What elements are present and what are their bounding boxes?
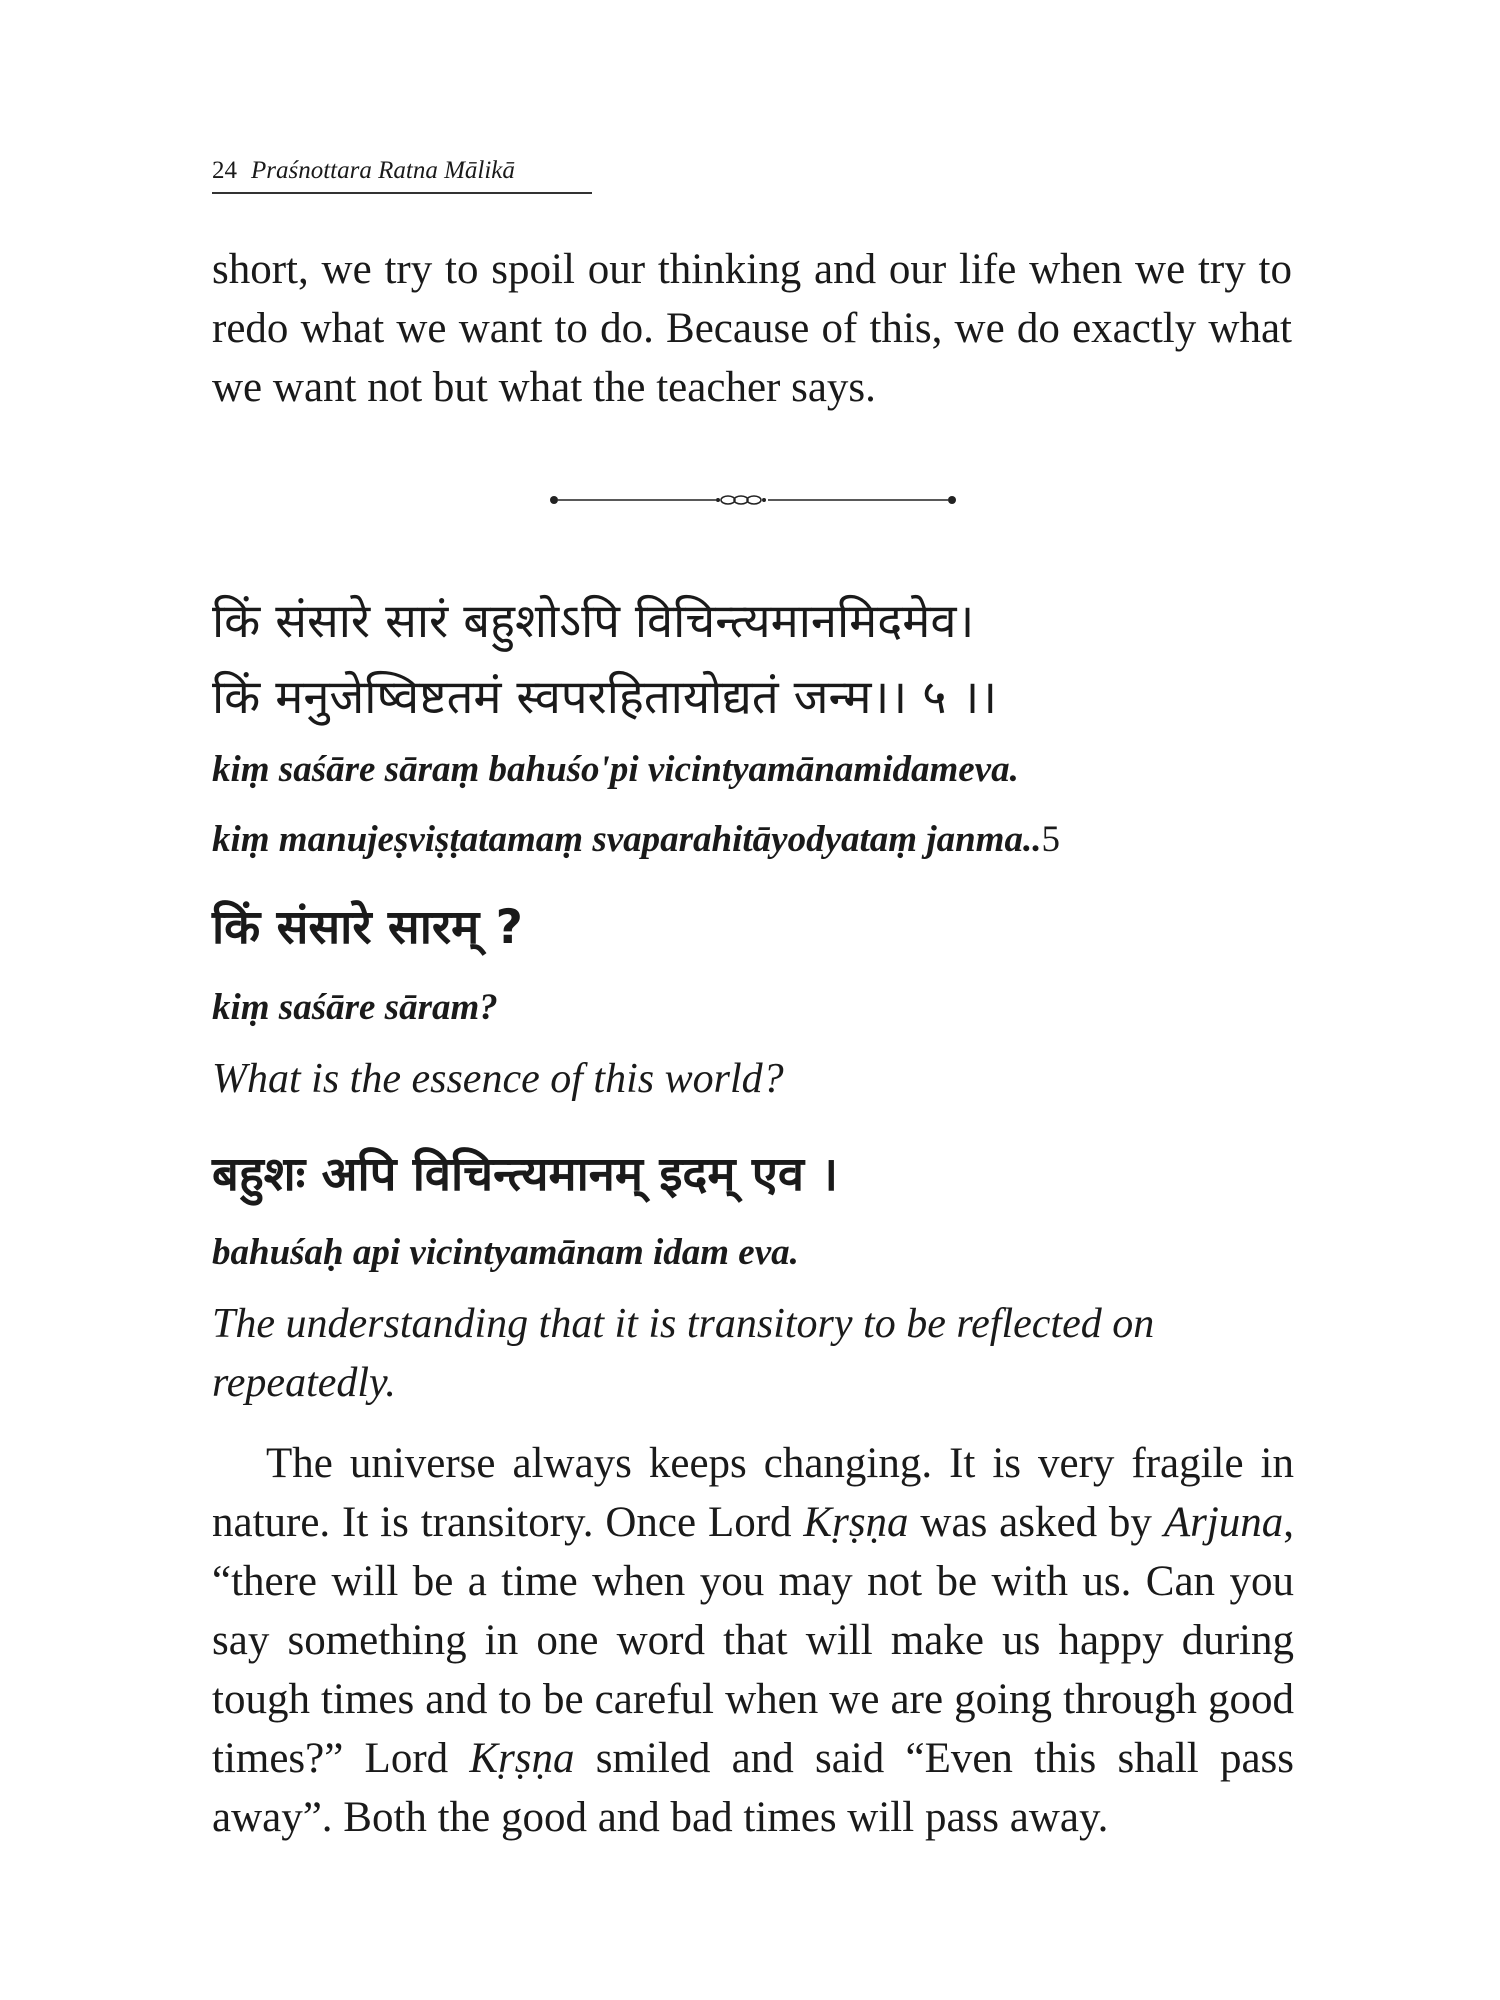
verse-translit-line-2 bbox=[212, 815, 1060, 865]
commentary-text-2: was asked by bbox=[908, 1499, 1164, 1546]
commentary-text-3: , “there will be a time when you may not be with us. Can you say something in one word that will make us happy during tough times and to be careful when we are going through good times?” Lord bbox=[212, 1499, 1295, 1782]
answer-1-translation: The understanding that it is transitory to be reflected on repeatedly. bbox=[212, 1301, 1155, 1406]
ornament-divider bbox=[548, 488, 958, 512]
commentary-text-4: smiled and said “Even this shall pass away”. Both the good and bad times will pass away. bbox=[212, 1735, 1295, 1841]
name-krsna-2: Kṛṣṇa bbox=[469, 1735, 575, 1782]
verse-devanagari-line-1: किं संसारे सारं बहुशोऽपि विचिन्त्यमानमिदमेव। bbox=[212, 594, 975, 649]
page-number: 24 bbox=[212, 157, 237, 184]
name-arjuna: Arjuna bbox=[1163, 1499, 1284, 1546]
commentary-paragraph bbox=[212, 1434, 1294, 1847]
running-header bbox=[212, 156, 592, 194]
commentary-text-1: The universe always keeps changing. It is very fragile in nature. It is transitory. Once Lord bbox=[212, 1440, 1294, 1546]
question-1-translit: kiṃ saśāre sāram? bbox=[212, 987, 498, 1028]
question-1-translation: What is the essence of this world? bbox=[212, 1056, 784, 1102]
verse-devanagari-line-2: किं मनुजेष्विष्टतमं स्वपरहितायोद्यतं जन्म।। ५ ।। bbox=[212, 670, 998, 725]
verse-translit-text: kiṃ manujeṣviṣṭatamaṃ svaparahitāyodyataṃ janma.. bbox=[212, 819, 1042, 860]
verse-number: 5 bbox=[1041, 819, 1060, 860]
book-title: Praśnottara Ratna Mālikā bbox=[251, 157, 515, 184]
name-krsna: Kṛṣṇa bbox=[803, 1499, 909, 1546]
verse-translit-line-1: kiṃ saśāre sāraṃ bahuśo'pi vicintyamānamidameva. bbox=[212, 749, 1019, 790]
answer-1-translit: bahuśaḥ api vicintyamānam idam eva. bbox=[212, 1232, 799, 1273]
intro-paragraph: short, we try to spoil our thinking and our life when we try to redo what we want to do. Because of this, we do exactly what we want not but what the teacher says. bbox=[212, 246, 1292, 411]
answer-1-devanagari: बहुशः अपि विचिन्त्यमानम् इदम् एव । bbox=[212, 1147, 839, 1202]
question-1-devanagari: किं संसारे सारम् ? bbox=[212, 900, 523, 955]
